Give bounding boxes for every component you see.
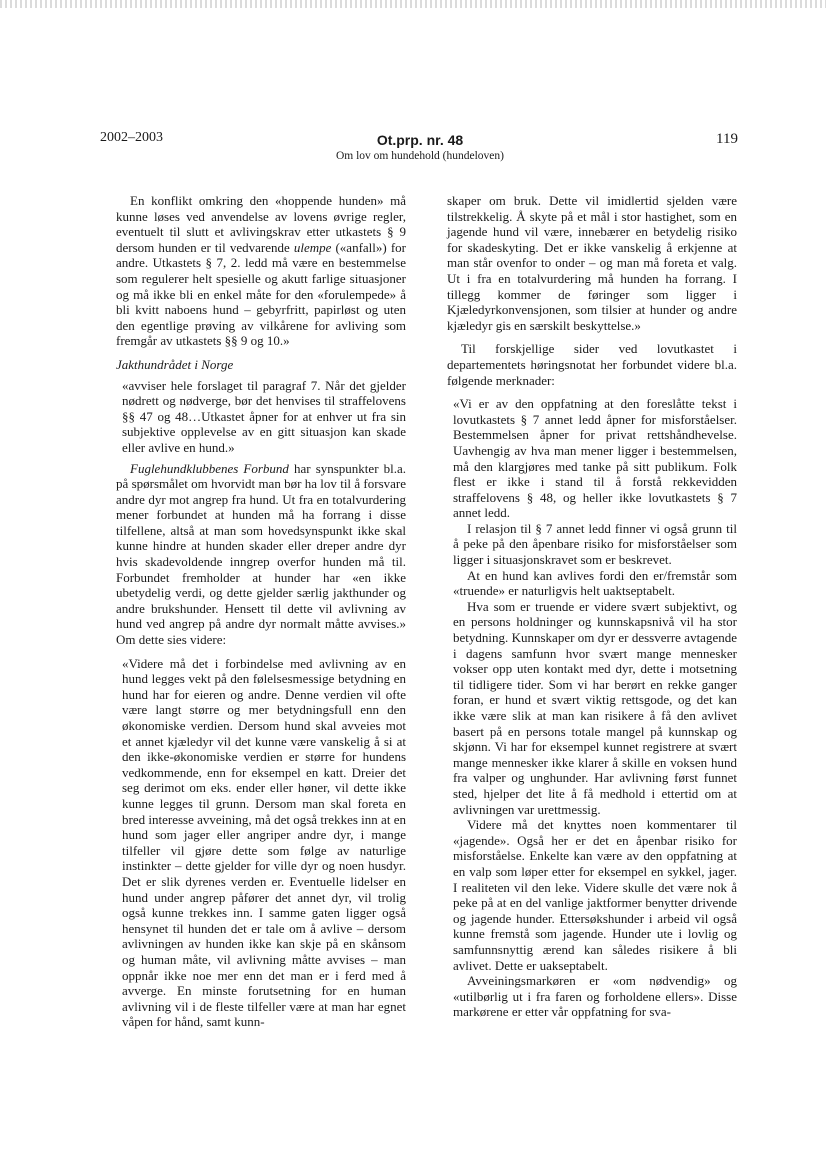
header-years: 2002–2003	[100, 130, 163, 145]
quote-paragraph-2: I relasjon til § 7 annet ledd finner vi også grunn til å peke på den åpenbare risiko for misforståelser som ligger i situasjonskravet som er beskrevet.	[453, 520, 737, 568]
page-number: 119	[716, 131, 738, 147]
quote-paragraph-6: Avveiningsmarkøren er «om nødvendig» og «utilbørlig ut i fra faren og forholdene ellers». Disse markørene er etter vår oppfatning for sva-	[453, 973, 737, 1020]
text-run: («anfall») for andre. Utkastets § 7, 2. ledd må være en bestemmelse som regulerer helt spesielle og akutt farlige situasjoner og må ikke bli en enkel måte for den «forulempede» å bli kvitt naboens hund – gebyrfritt, papirløst og uten den egentlige prøving av vilkårene for avliving som fremgår av utkastets §§ 9 og 10.»	[116, 239, 406, 349]
quote-paragraph-4: Hva som er truende er videre svært subjektivt, og en persons holdninger og kunnskapsnivå vil ha stor betydning. Kunnskaper om dyr er dessverre avtagende i dagens samfunn hvor svært mange mennesker vokser opp uten kontakt med dyr, dette i motsetning til tidligere tider. Som vi har berørt en rekke ganger foran, er hund et svært viktig rettsgode, og det kan ikke være slik at man kan risikere å få den avlivet basert på en persons totale mangel på kunnskap og skjønn. Vi har for eksempel kunnet registrere at svært mange mennesker ikke klarer å skille en voksen hund fra valper og unghunder. Har avlivning først funnet sted, hjelper det lite å få medhold i ettertid om at avlivningen var urettmessig.	[453, 598, 737, 817]
paragraph-continuation: skaper om bruk. Dette vil imidlertid sjelden være tilstrekkelig. Å skyte på et mål i stor hastighet, som en jagende hund vil være, innebærer en betydelig risiko for skadeskyting. Det er ikke vanskelig å erkjenne at man står ovenfor to onder – og man må foreta et valg. Ut i fra en totalvurdering må hunden ha forrang. I tillegg kommer de føringer som ligger i Kjæledyrkonvensjonen, som tilsier at hunder og andre kjæledyr gis en særskilt beskyttelse.»	[447, 193, 737, 333]
text-run: En konflikt omkring den «hoppende hunden» må kunne løses ved anvendelse av lovens øvrige regler, eventuelt til slutt et avlivingskrav etter utkastets § 9 dersom hunden er til vedvarende	[116, 193, 406, 255]
right-column	[447, 193, 737, 1020]
emphasis-fuglehundklubbenes: Fuglehundklubbenes Forbund	[130, 460, 289, 476]
quote-paragraph-5: Videre må det knyttes noen kommentarer til «jagende». Også her er det en åpenbar risiko for misforståelse. Enkelte kan være av den oppfatning at en valp som løper etter for eksempel en sykkel, jager. I realiteten vil den leke. Videre skulle det være nok å peke på at en del vanlige jaktformer benytter drivende og jagende hunder. Ettersøkshunder i arbeid vil også kunne fremstå som jagende. Hunder ute i lovlig og samfunnsnyttig ærend kan således risikere å bli avlivet. Dette er uakseptabelt.	[453, 817, 737, 973]
scan-edge-artifact	[0, 0, 826, 8]
left-column	[116, 193, 406, 1030]
quote-paragraph-1: «Vi er av den oppfatning at den foreslåtte tekst i lovutkastets § 7 annet ledd åpner for misforståelser. Bestemmelsen åpner for privat rettshåndhevelse. Uavhengig av hva man mener ligger i bestemmelsen, må den klargjøres med tanke på sitt publikum. Folk flest er ikke i stand til å forstå rekkevidden straffelovens § 48, og heller ikke lovutkastets § 7 annet ledd.	[453, 396, 737, 521]
header-center	[250, 132, 590, 162]
paragraph-horingsnotat: Til forskjellige sider ved lovutkastet i departementets høringsnotat her forbundet videre bl.a. følgende merknader:	[447, 341, 737, 388]
quote-paragraph-3: At en hund kan avlives fordi den er/fremstår som «truende» er naturligvis helt uaktseptabelt.	[453, 567, 737, 599]
paragraph-fuglehundklubbenes	[116, 461, 406, 648]
document-title: Ot.prp. nr. 48	[376, 132, 464, 148]
text-run: har synspunkter bl.a. på spørsmålet om hvorvidt man bør ha lov til å forsvare andre dyr mot angrep fra hund. Ut fra en totalvurdering mener forbundet at hunden må ha forrang i disse tilfellene, altså at man som hovedsynspunkt ikke skal kunne hindre at hunden skader eller dreper andre dyr hvis skadevoldende inngrep overfor hunden må til. Forbundet fremholder at hunder har «en ikke ubetydelig verdi, og dette gjelder særlig jakthunder og andre brukshunder. Hensett til dette vil avlivning av hund ved angrep på andre dyr normalt måtte avvises.» Om dette sies videre:	[116, 460, 406, 648]
heading-jakthundradet: Jakthundrådet i Norge	[116, 356, 234, 372]
document-subtitle: Om lov om hundehold (hundeloven)	[335, 150, 504, 162]
paragraph-hoppende-hunden	[116, 193, 406, 349]
quote-fuglehundklubbenes: «Videre må det i forbindelse med avlivning av en hund legges vekt på den følelsesmessige betydning en hund har for eieren og andre. Denne verdien vil ofte være langt større og mer betydningsfull enn den økonomiske verdien. Dersom hund skal avveies mot et annet kjæledyr vil det kunne være vanskelig å si at den ikke-økonomiske verdien er større for hundens vedkommende, enn for eksempel en katt. Dreier det seg derimot om eks. ender eller høner, vil dette ikke kunne legges til grunn. Dersom man skal foreta en bred interesse avveining, må det også trekkes inn at en hund som jager eller angriper andre dyr, i mange tilfeller vil gjøre dette som følge av naturlige instinkter – dette gjelder for ville dyr og noen husdyr. Det er slik dyrenes verden er. Eventuelle lidelser en hund under angrep påfører det annet dyr, vil trolig også kunne trekkes inn. I samme gaten ligger også hensynet til hunden det er tale om å avlive – dersom avlivningen av hunden ikke kan skje på en skånsom og human måte, vil avlivning måtte avvises – man oppnår ikke noe mer enn det man er i ferd med å avverge. En minste forutsetning for en human avlivning vil i de fleste tilfeller være at man har egnet våpen for hånd, samt kunn-	[122, 655, 406, 1030]
emphasis-ulempe: ulempe	[293, 239, 332, 255]
quote-jakthundradet: «avviser hele forslaget til paragraf 7. Når det gjelder nødrett og nødverge, bør det henvises til straffelovens §§ 47 og 48…Utkastet åpner for at enhver ut fra sin subjektive opplevelse av en gitt situasjon kan skade eller avlive en hund.»	[122, 377, 406, 455]
